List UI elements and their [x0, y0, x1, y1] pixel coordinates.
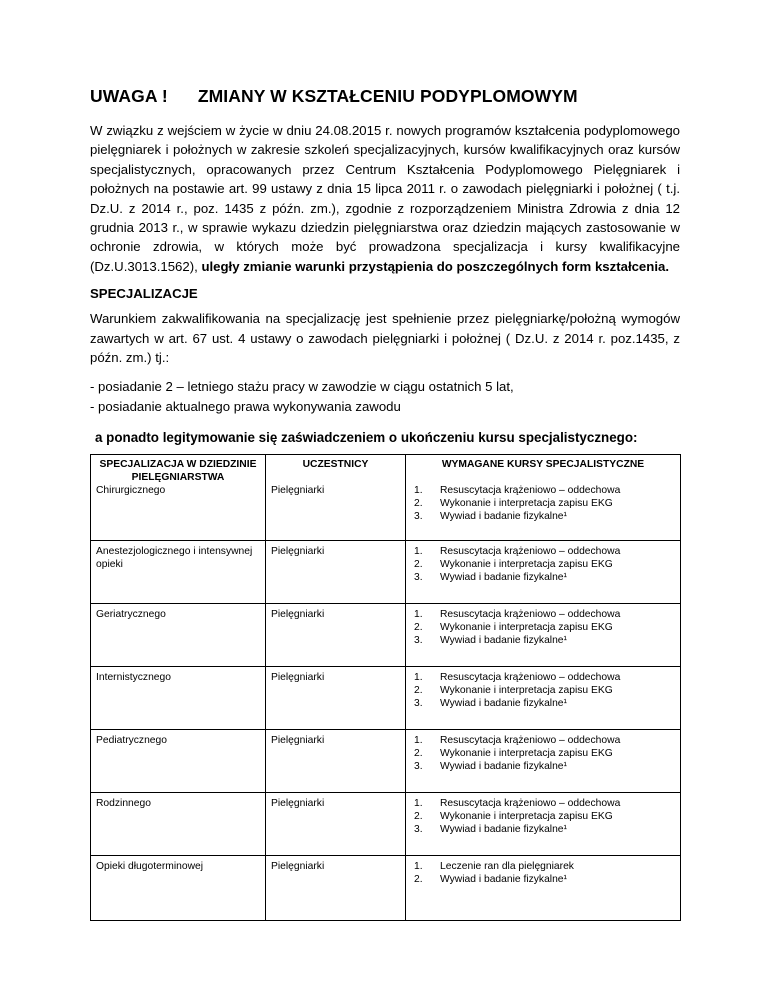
intro-paragraph — [90, 121, 680, 276]
table-header-row — [91, 455, 681, 485]
cell-courses — [406, 667, 681, 730]
cell-participants: Pielęgniarki — [266, 793, 406, 856]
course-name: Wywiad i badanie fizykalne¹ — [440, 511, 567, 523]
section-heading: SPECJALIZACJE — [90, 286, 198, 302]
header-participants: UCZESTNICY — [266, 455, 406, 485]
course-name: Leczenie ran dla pielęgniarek — [440, 861, 574, 873]
course-number: 1. — [414, 485, 423, 497]
document-page — [90, 86, 680, 921]
conditions-paragraph: Warunkiem zakwalifikowania na specjalizację jest spełnienie przez pielęgniarkę/położną wymogów zawartych w art. 67 ust. 4 ustawy o zawodach pielęgniarki i położnej ( Dz.U. z 2014 r. poz.1435, z późn. zm.) tj.: — [90, 311, 680, 366]
course-number: 1. — [414, 798, 423, 810]
cell-courses — [406, 856, 681, 921]
course-number: 1. — [414, 861, 423, 873]
requirements-list — [90, 377, 680, 416]
cell-specialization: Internistycznego — [91, 667, 266, 730]
course-number: 2. — [414, 685, 423, 697]
courses-list — [411, 671, 675, 710]
cell-participants: Pielęgniarki — [266, 604, 406, 667]
course-name: Wywiad i badanie fizykalne¹ — [440, 572, 567, 584]
course-number: 1. — [414, 672, 423, 684]
course-item — [411, 684, 675, 697]
title-main: ZMIANY W KSZTAŁCENIU PODYPLOMOWYM — [197, 86, 578, 106]
course-number: 3. — [414, 511, 423, 523]
course-name: Wywiad i badanie fizykalne¹ — [440, 635, 567, 647]
course-number: 1. — [414, 735, 423, 747]
course-name: Wywiad i badanie fizykalne¹ — [440, 698, 567, 710]
course-item — [411, 608, 675, 621]
title-warning: UWAGA ! — [90, 86, 168, 106]
course-name: Resuscytacja krążeniowo – oddechowa — [440, 735, 621, 747]
cell-specialization: Pediatrycznego — [91, 730, 266, 793]
course-number: 2. — [414, 498, 423, 510]
course-item — [411, 634, 675, 647]
cell-specialization: Chirurgicznego — [91, 484, 266, 541]
header-specialization: SPECJALIZACJA W DZIEDZINIE PIELĘGNIARSTWA — [91, 455, 266, 485]
course-item — [411, 510, 675, 523]
course-number: 2. — [414, 559, 423, 571]
cell-specialization: Anestezjologicznego i intensywnej opieki — [91, 541, 266, 604]
course-item — [411, 571, 675, 584]
course-name: Resuscytacja krążeniowo – oddechowa — [440, 609, 621, 621]
course-item — [411, 621, 675, 634]
intro-text: W związku z wejściem w życie w dniu 24.08.2015 r. nowych programów kształcenia podyplomowego pielęgniarek i położnych w zakresie szkoleń specjalizacyjnych, kursów kwalifikacyjnych oraz kursów specjalistycznych, opracowanych przez Centrum Kształcenia Podyplomowego Pielęgniarek i położnych na postawie art. 99 ustawy z dnia 15 lipca 2011 r. o zawodach pielęgniarki i położnej ( t.j. Dz.U. z 2014 r., poz. 1435 z późn. zm.), zgodnie z rozporządzeniem Ministra Zdrowia z dnia 12 grudnia 2013 r., w sprawie wykazu dziedzin pielęgniarstwa oraz dziedzin mających zastosowanie w ochronie zdrowia, w których może być prowadzona specjalizacja i kursy kwalifikacyjne (Dz.U.3013.1562), — [90, 123, 680, 274]
cell-specialization: Geriatrycznego — [91, 604, 266, 667]
course-number: 2. — [414, 874, 423, 886]
course-item — [411, 697, 675, 710]
table-row — [91, 541, 681, 604]
courses-list — [411, 797, 675, 836]
requirement-item: - posiadanie 2 – letniego stażu pracy w zawodzie w ciągu ostatnich 5 lat, — [90, 379, 514, 395]
course-name: Wywiad i badanie fizykalne¹ — [440, 824, 567, 836]
course-number: 3. — [414, 698, 423, 710]
course-item — [411, 545, 675, 558]
course-item — [411, 860, 675, 873]
cell-participants: Pielęgniarki — [266, 667, 406, 730]
course-number: 2. — [414, 748, 423, 760]
course-item — [411, 797, 675, 810]
cell-courses — [406, 604, 681, 667]
course-number: 3. — [414, 824, 423, 836]
course-number: 3. — [414, 572, 423, 584]
courses-list — [411, 484, 675, 523]
course-item — [411, 497, 675, 510]
cell-courses — [406, 541, 681, 604]
course-name: Wykonanie i interpretacja zapisu EKG — [440, 498, 613, 510]
courses-list — [411, 608, 675, 647]
course-item — [411, 671, 675, 684]
table-row — [91, 856, 681, 921]
cell-participants: Pielęgniarki — [266, 856, 406, 921]
course-number: 1. — [414, 609, 423, 621]
courses-list — [411, 860, 675, 886]
course-name: Wykonanie i interpretacja zapisu EKG — [440, 811, 613, 823]
cell-participants: Pielęgniarki — [266, 541, 406, 604]
table-row — [91, 730, 681, 793]
table-row — [91, 667, 681, 730]
course-name: Resuscytacja krążeniowo – oddechowa — [440, 485, 621, 497]
course-number: 1. — [414, 546, 423, 558]
course-name: Wykonanie i interpretacja zapisu EKG — [440, 622, 613, 634]
table-row — [91, 604, 681, 667]
table-row — [91, 484, 681, 541]
cell-courses — [406, 793, 681, 856]
course-name: Resuscytacja krążeniowo – oddechowa — [440, 798, 621, 810]
specializations-table — [90, 454, 681, 921]
header-courses: WYMAGANE KURSY SPECJALISTYCZNE — [406, 455, 681, 485]
cell-courses — [406, 730, 681, 793]
page-title — [90, 86, 680, 107]
course-item — [411, 823, 675, 836]
course-item — [411, 873, 675, 886]
cell-specialization: Rodzinnego — [91, 793, 266, 856]
course-name: Wykonanie i interpretacja zapisu EKG — [440, 748, 613, 760]
cell-participants: Pielęgniarki — [266, 730, 406, 793]
course-name: Wykonanie i interpretacja zapisu EKG — [440, 559, 613, 571]
course-item — [411, 734, 675, 747]
course-item — [411, 747, 675, 760]
course-name: Wywiad i badanie fizykalne¹ — [440, 874, 567, 886]
course-number: 3. — [414, 635, 423, 647]
course-number: 2. — [414, 622, 423, 634]
courses-list — [411, 545, 675, 584]
course-number: 2. — [414, 811, 423, 823]
intro-bold-text: uległy zmianie warunki przystąpienia do poszczególnych form kształcenia. — [201, 258, 669, 274]
courses-subheading: a ponadto legitymowanie się zaświadczeniem o ukończeniu kursu specjalistycznego: — [95, 430, 638, 446]
course-item — [411, 760, 675, 773]
course-name: Wykonanie i interpretacja zapisu EKG — [440, 685, 613, 697]
courses-list — [411, 734, 675, 773]
requirement-item: - posiadanie aktualnego prawa wykonywania zawodu — [90, 398, 401, 414]
course-name: Resuscytacja krążeniowo – oddechowa — [440, 672, 621, 684]
cell-courses — [406, 484, 681, 541]
table-row — [91, 793, 681, 856]
course-number: 3. — [414, 761, 423, 773]
course-item — [411, 484, 675, 497]
cell-specialization: Opieki długoterminowej — [91, 856, 266, 921]
course-name: Resuscytacja krążeniowo – oddechowa — [440, 546, 621, 558]
course-item — [411, 810, 675, 823]
cell-participants: Pielęgniarki — [266, 484, 406, 541]
course-name: Wywiad i badanie fizykalne¹ — [440, 761, 567, 773]
course-item — [411, 558, 675, 571]
